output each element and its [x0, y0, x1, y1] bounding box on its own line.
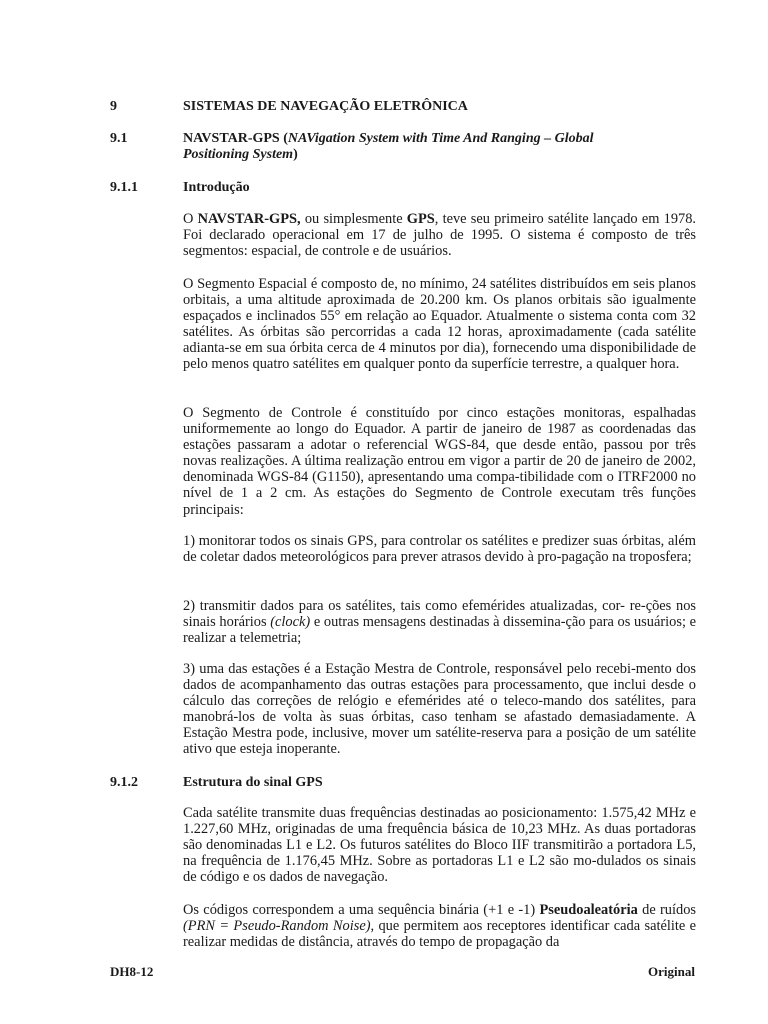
italic-text: (PRN = Pseudo-Random Noise) [183, 918, 371, 935]
title-paren-close: ) [293, 147, 298, 162]
section-number: 9.1 [110, 131, 128, 146]
section-title [183, 131, 653, 163]
section-number: 9 [110, 99, 117, 114]
section-number: 9.1.1 [110, 180, 138, 195]
paragraph-signal-1: Cada satélite transmite duas frequências destinadas ao posicionamento: 1.575,42 MHz e 1.227,60 MHz, originadas de uma frequência básica de 10,23 MHz. As duas portadoras são denominadas L1 e L2. Os futuros satélites do Bloco IIF transmitirão a portadora L5, na frequência de 1.176,45 MHz. Sobre as portadoras L1 e L2 são mo-dulados os sinais de código e os dados de navegação. [183, 805, 696, 886]
section-number: 9.1.2 [110, 775, 138, 790]
title-italic: NAVigation System with Time And Ranging – Global Positioning System [183, 131, 594, 162]
text: 2) transmitir dados para os satélites, tais como efemérides atualizadas, cor- re-ções nos sinais horários [183, 598, 696, 631]
footer-page-id: DH8-12 [110, 964, 154, 979]
paragraph-intro-4: 1) monitorar todos os sinais GPS, para controlar os satélites e predizer suas órbitas, além de coletar dados meteorológicos para prever atrasos devido à pro-pagação na troposfera; [183, 533, 696, 566]
section-title: SISTEMAS DE NAVEGAÇÃO ELETRÔNICA [183, 99, 468, 114]
text: ou simplesmente [300, 211, 407, 227]
paragraph-intro-3: O Segmento de Controle é constituído por cinco estações monitoras, espalhadas uniformemente ao longo do Equador. A partir de janeiro de 1987 as coordenadas das estações passaram a adotar o referencial WGS-84, que desde então, passou por três novas realizações. A última realização entrou em vigor a partir de 20 de janeiro de 2002, denominada WGS-84 (G1150), apresentando uma compa-tibilidade com o ITRF2000 no nível de 1 a 2 cm. As estações do Segmento de Controle executam três funções principais: [183, 405, 696, 518]
text: e outras mensagens destinadas à dissemina-ção para os usuários; e realizar a telemetria; [183, 614, 696, 647]
paragraph-intro-1 [183, 211, 696, 259]
paragraph-intro-6: 3) uma das estações é a Estação Mestra de Controle, responsável pelo recebi-mento dos dados de acompanhamento das outras estações para processamento, que inclui desde o cálculo das correções de relógio e efemérides até o teleco-mando dos satélites, para manobrá-los de volta às suas órbitas, caso tenham se afastado demasiadamente. A Estação Mestra pode, inclusive, mover um satélite-reserva para a posição de um satélite ativo que esteja inoperante. [183, 661, 696, 758]
title-bold: NAVSTAR-GPS [183, 131, 280, 146]
title-paren-open: ( [279, 131, 288, 146]
bold-text: GPS [406, 211, 435, 227]
bold-text: Pseudoaleatória [539, 902, 638, 918]
paragraph-signal-2 [183, 902, 696, 950]
paragraph-intro-5 [183, 598, 696, 646]
paragraph-intro-2: O Segmento Espacial é composto de, no mínimo, 24 satélites distribuídos em seis planos orbitais, a uma altitude aproximada de 20.200 km. Os planos orbitais são igualmente espaçados e inclinados 55° em relação ao Equador. Atualmente o sistema conta com 32 satélites. As órbitas são percorridas a cada 12 horas, aproximadamente (cada satélite adianta-se em sua órbita cerca de 4 minutos por dia), fornecendo uma disponibilidade de pelo menos quatro satélites em qualquer ponto da superfície terrestre, a qualquer hora. [183, 276, 696, 373]
section-title: Introdução [183, 180, 250, 195]
text: , que permitem aos receptores identificar cada satélite e realizar medidas de distância, através do tempo de propagação da [183, 918, 696, 951]
bold-text: NAVSTAR-GPS, [197, 211, 301, 227]
text: , teve seu primeiro satélite lançado em 1978. Foi declarado operacional em 17 de julho de 1995. O sistema é composto de três segmentos: espacial, de controle e de usuários. [183, 211, 696, 260]
text: O [183, 211, 198, 227]
section-heading-9-1 [110, 131, 700, 165]
footer-revision: Original [648, 964, 695, 979]
text: de ruídos [637, 902, 696, 918]
section-title: Estrutura do sinal GPS [183, 775, 323, 790]
text: Os códigos correspondem a uma sequência binária (+1 e -1) [183, 902, 540, 918]
italic-text: (clock) [270, 614, 311, 631]
